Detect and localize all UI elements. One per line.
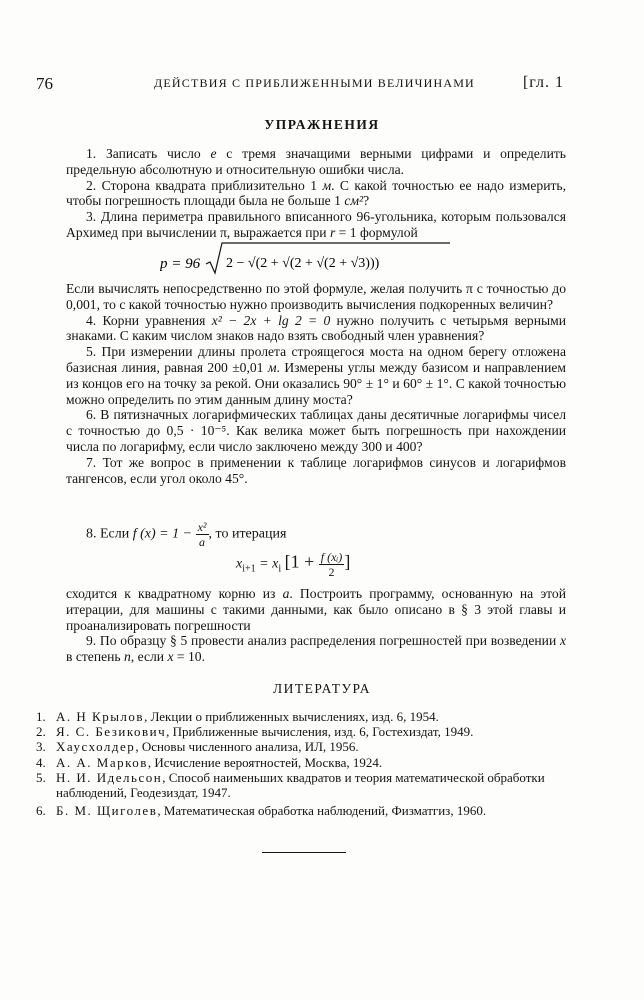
reference-item: 1. А. Н Крылов, Лекции о приближенных вычислениях, изд. 6, 1954. [36,709,439,724]
reference-item: 4. А. А. Марков, Исчисление вероятностей, Москва, 1924. [36,754,383,770]
exercise-8-formulas [66,520,566,582]
reference-list [36,709,572,818]
archimedes-formula [160,240,460,276]
exercise-1: 1. Записать число e с тремя значащими верными цифрами и определить предельную абсолютную и относительную ошибки числа. [66,146,567,177]
reference-item: 6. Б. М. Щиголев, Математическая обработка наблюдений, Физматгиз, 1960. [36,803,487,819]
formula-lhs: p = 96 [160,256,201,272]
reference-item: 5. Н. И. Идельсон, Способ наименьших квадратов и теория математической обработки наблюдений, Геодезиздат, 1947. [36,769,545,801]
exercise-6: 6. В пятизначных логарифмических таблицах даны десятичные логарифмы чисел с точностью до 0,5 · 10⁻⁵. Как велика может быть погрешность при нахождении числа по логарифму, если число заключено между 300 и 400? [66,407,566,454]
exercises-block-3 [66,586,566,665]
chapter-marker: [гл. 1 [522,74,564,91]
exercises-title: УПРАЖНЕНИЯ [264,117,380,132]
end-rule [262,852,346,853]
exercise-3: 3. Длина периметра правильного вписанного 96-угольника, которым пользовался Архимед при вычислении π, выражается при r = 1 формулой [66,209,566,240]
exercise-4: 4. Корни уравнения x² − 2x + lg 2 = 0 нужно получить с четырьмя верными знаками. С каким числом знаков надо взять свободный член уравнения? [66,312,566,344]
exercises-block-1 [66,146,566,241]
exercise-5: 5. При измерении длины пролета строящегося моста на одном берегу отложена базисная линия, равная 200 ±0,01 м. Измерены углы между базисом и направлением из концов его на точку за рекой. Они оказались 90° ± 1° и 60° ± 1°. С какой точностью можно определить по этим данным длину моста? [66,344,566,407]
formula-radicand: 2 − √(2 + √(2 + √(2 + √3))) [226,256,380,271]
fraction-fx-over-2: $\frac{\text{f (xᵢ)}}{2}$ [320,550,343,579]
fraction-x2-over-a: $\frac{\text{x²}}{a}$ [197,520,207,549]
iteration-formula: $x_{i+1} = x_i$ [1 + $\frac{\text{f (xᵢ)}}{2}$ ] [236,550,351,579]
radical-sign [160,240,460,276]
exercise-7: 7. Тот же вопрос в применении к таблице логарифмов синусов и логарифмов тангенсов, если угол около 45°. [66,454,566,486]
running-title: ДЕЙСТВИЯ С ПРИБЛИЖЕННЫМИ ВЕЛИЧИНАМИ [154,76,475,90]
literature-title: ЛИТЕРАТУРА [272,681,372,696]
exercise-8-body: сходится к квадратному корню из a. Построить программу, основанную на этой итерации, для машины с такими данными, как было описано в § 3 этой главы и проанализировать погрешности [66,586,566,633]
exercise-3-continued: Если вычислять непосредственно по этой формуле, желая получить π с точностью до 0,001, то с какой точностью нужно производить вычисления подкоренных величин? [66,281,566,312]
reference-item: 3. Хаусхолдер, Основы численного анализа, ИЛ, 1956. [36,739,359,755]
exercises-block-2 [66,281,566,486]
exercise-9: 9. По образцу § 5 провести анализ распределения погрешностей при возведении x в степень n, если x = 10. [66,633,566,665]
reference-item: 2. Я. С. Безикович, Приближенные вычисления, изд. 6, Гостехиздат, 1949. [36,724,474,740]
exercise-8-intro: 8. Если f (x) = 1 − $\frac{\text{x²}}{a}$ , то итерация [86,520,287,549]
running-head [36,74,564,96]
exercise-2: 2. Сторона квадрата приблизительно 1 м. С какой точностью ее надо измерить, чтобы погрешность площади была не больше 1 см²? [66,177,567,209]
page-number: 76 [36,74,53,93]
